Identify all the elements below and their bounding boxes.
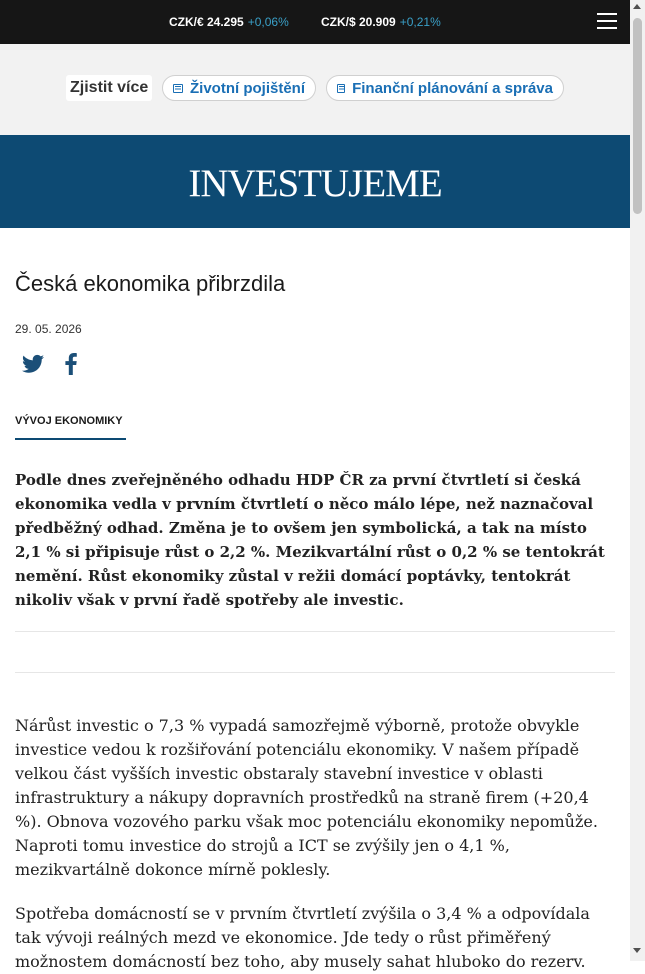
hamburger-menu-icon[interactable] bbox=[597, 13, 617, 31]
financial-planning-link[interactable] bbox=[326, 75, 564, 101]
twitter-icon[interactable] bbox=[22, 354, 44, 374]
life-insurance-link[interactable] bbox=[162, 75, 316, 101]
scroll-up-arrow-icon[interactable] bbox=[633, 4, 641, 9]
learn-more-label: Zjistit více bbox=[66, 75, 152, 101]
article-lead: Podle dnes zveřejněného odhadu HDP ČR za první čtvrtletí si česká ekonomika vedla v prvním čtvrtletí o něco málo lépe, než naznačoval předběžný odhad. Změna je to ovšem jen symbolická, a tak na místo 2,1 % si připisuje růst o 2,2 %. Mezikvartální růst o 0,2 % se tentokrát nemění. Růst ekonomiky zůstal v režii domácí poptávky, tentokrát nikoliv však v první řadě spotřeby ale investic. bbox=[15, 471, 605, 609]
usd-rate-change: +0,21% bbox=[399, 15, 441, 29]
eur-rate-label: CZK/€ 24.295 bbox=[169, 15, 244, 29]
document-icon bbox=[337, 84, 345, 93]
eur-rate bbox=[169, 15, 289, 29]
financial-planning-link-label: Finanční plánování a správa bbox=[352, 79, 553, 97]
article-title: Česká ekonomika přibrzdila bbox=[15, 271, 286, 296]
eur-rate-change: +0,06% bbox=[247, 15, 289, 29]
vertical-scrollbar[interactable] bbox=[630, 0, 645, 961]
life-insurance-link-label: Životní pojištění bbox=[190, 79, 305, 97]
divider bbox=[15, 672, 615, 673]
site-logo[interactable]: INVESTUJEME bbox=[188, 162, 442, 205]
article-paragraph: Nárůst investic o 7,3 % vypadá samozřejmě výborně, protože obvykle investice vedou k rozšiřování potenciálu ekonomiky. V našem případě velkou část vyšších investic obstaraly stavební investice v oblasti infrastruktury a nákupy dopravních prostředků na straně firem (+20,4 %). Obnova vozového parku však moc potenciálu ekonomiky nepomůže. Naproti tomu investice do strojů a ICT se zvýšily jen o 4,1 %, mezikvartálně dokonce mírně poklesly. bbox=[15, 716, 598, 879]
article-date: 29. 05. 2026 bbox=[15, 322, 82, 336]
facebook-icon[interactable] bbox=[64, 353, 78, 375]
category-tag[interactable]: VÝVOJ EKONOMIKY bbox=[15, 415, 126, 440]
promo-bar bbox=[0, 44, 630, 135]
scroll-down-arrow-icon[interactable] bbox=[633, 948, 641, 953]
article-paragraph: Spotřeba domácností se v prvním čtvrtletí zvýšila o 3,4 % a odpovídala tak vývoji reálných mezd ve ekonomice. Jde tedy o růst přiměřený možnostem domácností bez toho, aby musely sahat hluboko do rezerv. bbox=[15, 904, 590, 971]
top-bar bbox=[0, 0, 630, 44]
scrollbar-thumb[interactable] bbox=[633, 18, 642, 214]
usd-rate-label: CZK/$ 20.909 bbox=[321, 15, 396, 29]
divider bbox=[15, 631, 615, 632]
document-icon bbox=[173, 84, 183, 93]
hero-banner bbox=[0, 135, 630, 228]
usd-rate bbox=[321, 15, 441, 29]
